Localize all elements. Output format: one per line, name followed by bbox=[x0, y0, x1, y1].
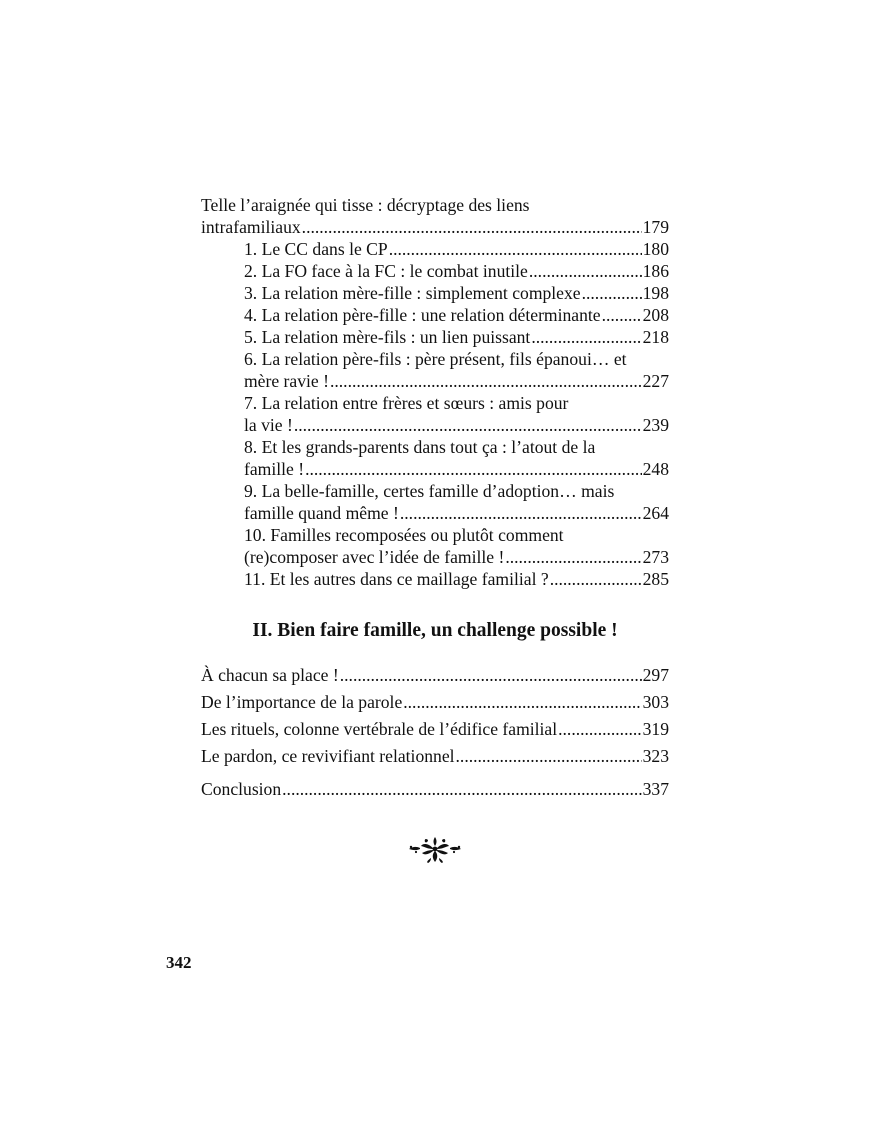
dot-leader bbox=[389, 238, 642, 260]
toc-entry-text: Les rituels, colonne vertébrale de l’édifice familial bbox=[201, 719, 558, 739]
toc-entry bbox=[201, 304, 669, 326]
toc-part-one bbox=[201, 194, 669, 590]
page-number: 342 bbox=[166, 953, 192, 972]
toc-entry-conclusion bbox=[201, 776, 669, 803]
toc-entry-page: 297 bbox=[642, 665, 669, 685]
toc-entry bbox=[201, 238, 669, 260]
toc-entry-page: 239 bbox=[642, 415, 669, 435]
toc-entry-line1: 9. La belle-famille, certes famille d’adoption… mais bbox=[244, 481, 615, 501]
dot-leader bbox=[400, 502, 642, 524]
toc-entry bbox=[201, 282, 669, 304]
dot-leader bbox=[550, 568, 642, 590]
toc-entry-page: 208 bbox=[642, 305, 669, 325]
toc-entry bbox=[201, 370, 669, 392]
dot-leader bbox=[294, 414, 642, 436]
toc-entry-text: 3. La relation mère-fille : simplement complexe bbox=[244, 283, 581, 303]
dot-leader bbox=[330, 370, 642, 392]
toc-entry-text: De l’importance de la parole bbox=[201, 692, 403, 712]
toc-entry-line1: 7. La relation entre frères et sœurs : amis pour bbox=[244, 393, 569, 413]
toc-entry-page: 179 bbox=[642, 217, 669, 237]
dot-leader bbox=[403, 689, 641, 716]
toc-entry bbox=[201, 546, 669, 568]
dot-leader bbox=[302, 216, 642, 238]
toc-entry-page: 273 bbox=[642, 547, 669, 567]
toc-entry-line1: 10. Familles recomposées ou plutôt comment bbox=[244, 525, 564, 545]
toc-entry-page: 264 bbox=[642, 503, 669, 523]
toc-entry-text: mère ravie ! bbox=[244, 371, 329, 391]
toc-entry-main bbox=[201, 216, 669, 238]
toc-entry-page: 198 bbox=[642, 283, 669, 303]
toc-entry-page: 227 bbox=[642, 371, 669, 391]
dot-leader bbox=[582, 282, 642, 304]
toc-entry bbox=[201, 716, 669, 743]
toc-entry bbox=[201, 689, 669, 716]
toc-entry-line1: 8. Et les grands-parents dans tout ça : l’atout de la bbox=[244, 437, 596, 457]
floral-ornament-icon bbox=[406, 834, 464, 864]
toc-entry-text: famille quand même ! bbox=[244, 503, 399, 523]
toc-entry-text: (re)composer avec l’idée de famille ! bbox=[244, 547, 505, 567]
toc-part-two bbox=[201, 662, 669, 803]
dot-leader bbox=[456, 743, 642, 770]
toc-entry bbox=[201, 568, 669, 590]
toc-entry-page: 303 bbox=[642, 692, 669, 712]
toc-entry-page: 323 bbox=[642, 746, 669, 766]
toc-entry bbox=[201, 326, 669, 348]
dot-leader bbox=[602, 304, 642, 326]
toc-entry bbox=[201, 743, 669, 770]
section-title: II. Bien faire famille, un challenge possible ! bbox=[252, 620, 618, 641]
toc-entry bbox=[201, 458, 669, 480]
dot-leader bbox=[505, 546, 641, 568]
dot-leader bbox=[282, 776, 641, 803]
toc-entry-text: famille ! bbox=[244, 459, 305, 479]
toc-entry-page: 186 bbox=[642, 261, 669, 281]
toc-entry-text: À chacun sa place ! bbox=[201, 665, 339, 685]
dot-leader bbox=[305, 458, 642, 480]
toc-entry-page: 180 bbox=[642, 239, 669, 259]
toc-entry-page: 319 bbox=[642, 719, 669, 739]
toc-entry-page: 285 bbox=[642, 569, 669, 589]
toc-entry-text: 5. La relation mère-fils : un lien puissant bbox=[244, 327, 531, 347]
toc-entry-line1: 6. La relation père-fils : père présent, fils épanoui… et bbox=[244, 349, 627, 369]
toc-entry-text: Conclusion bbox=[201, 779, 282, 799]
toc-entry-text: 2. La FO face à la FC : le combat inutile bbox=[244, 261, 528, 281]
toc-entry-text: la vie ! bbox=[244, 415, 293, 435]
dot-leader bbox=[529, 260, 642, 282]
toc-entry-page: 248 bbox=[642, 459, 669, 479]
toc-entry-page: 337 bbox=[642, 779, 669, 799]
toc-entry-main-line1: Telle l’araignée qui tisse : décryptage des liens bbox=[201, 195, 530, 215]
toc-entry-text: intrafamiliaux bbox=[201, 217, 301, 237]
toc-entry-page: 218 bbox=[642, 327, 669, 347]
toc-entry-text: Le pardon, ce revivifiant relationnel bbox=[201, 746, 455, 766]
dot-leader bbox=[558, 716, 641, 743]
toc-entry-text: 11. Et les autres dans ce maillage familial ? bbox=[244, 569, 549, 589]
toc-entry-text: 1. Le CC dans le CP bbox=[244, 239, 388, 259]
dot-leader bbox=[531, 326, 641, 348]
dot-leader bbox=[340, 662, 642, 689]
toc-entry bbox=[201, 502, 669, 524]
toc-entry bbox=[201, 260, 669, 282]
toc-entry bbox=[201, 662, 669, 689]
toc-entry bbox=[201, 414, 669, 436]
toc-entry-text: 4. La relation père-fille : une relation déterminante bbox=[244, 305, 601, 325]
